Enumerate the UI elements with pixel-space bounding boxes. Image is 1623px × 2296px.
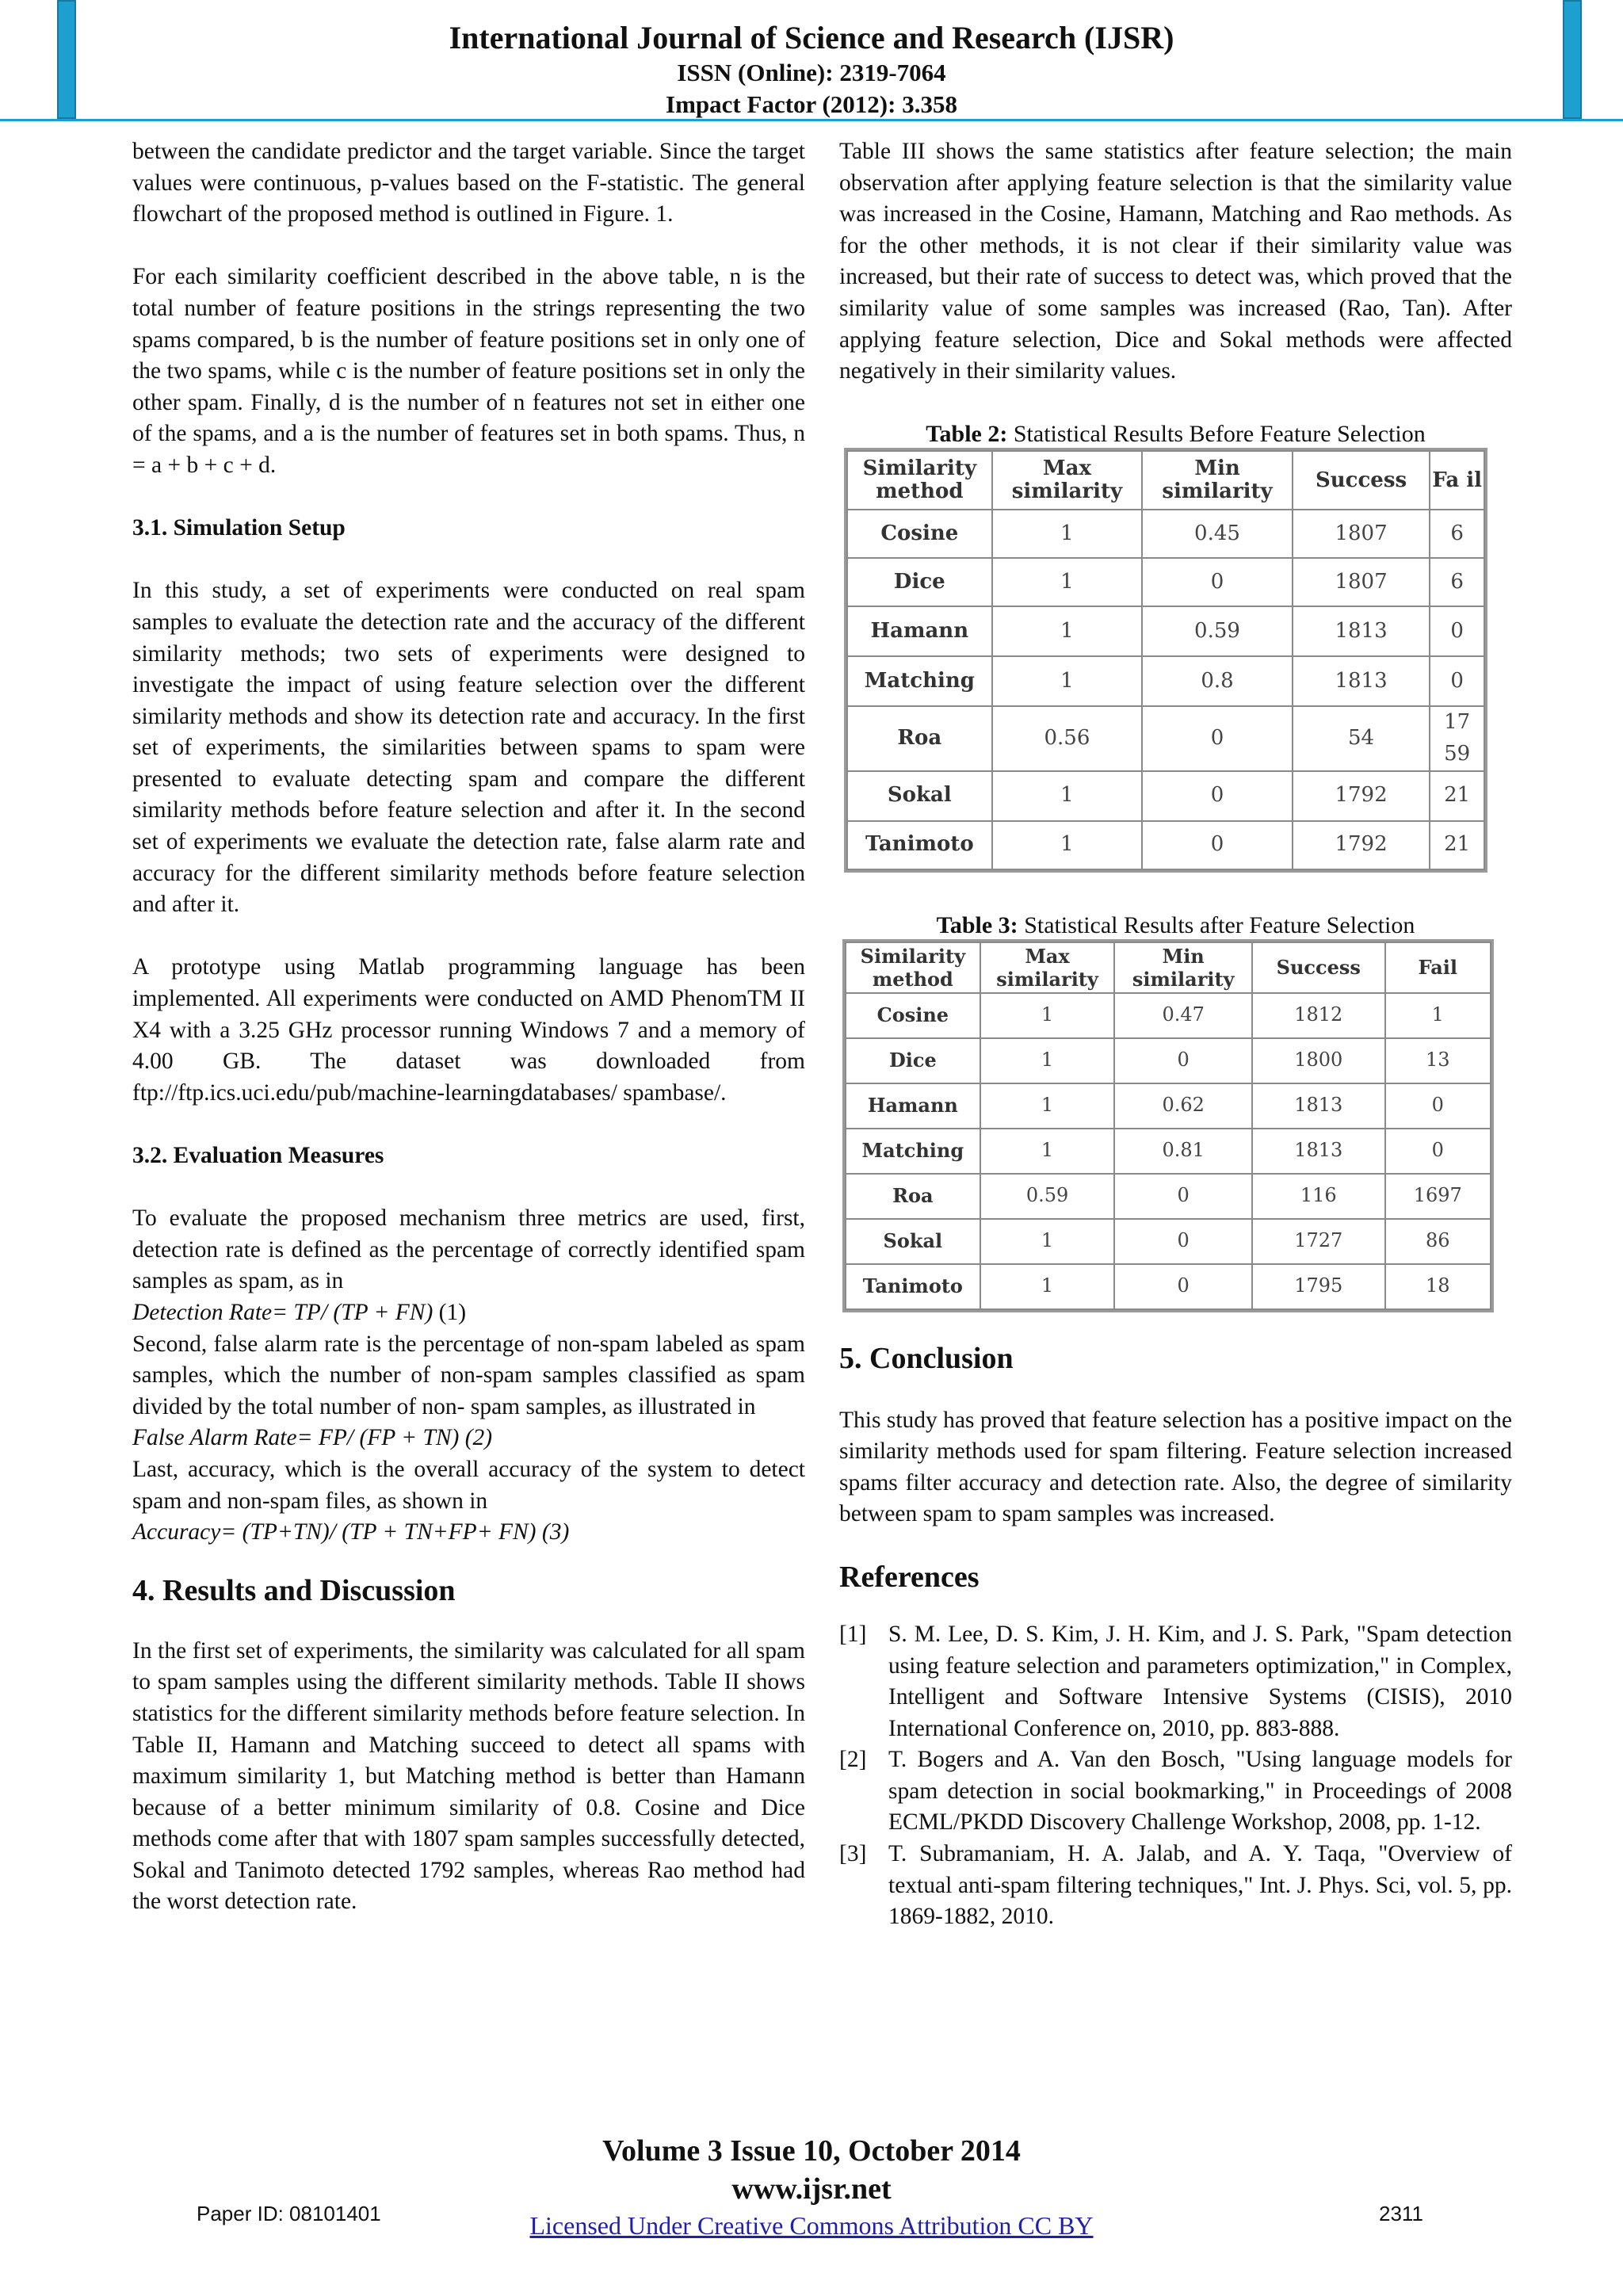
table-header: Success [1252,942,1385,993]
reference-text: S. M. Lee, D. S. Kim, J. H. Kim, and J. S. Park, "Spam detection using feature selection and parameters optimization," in Complex, Intelligent and Software Intensive Systems (CISIS), 2010 International Conference on, 2010, pp. 883-888. [888,1621,1512,1741]
page-number: 2311 [1379,2202,1423,2225]
paragraph: This study has proved that feature selection has a positive impact on the similarity methods used for spam filtering. Feature selection increased spams filter accuracy and detection rate. Also, the degree of similarity between spam to spam samples was increased. [839,1407,1512,1527]
table-2 [846,450,1485,869]
method-cell: Cosine [846,993,980,1038]
table-header: Min similarity [1114,942,1252,993]
value-cell: 1813 [1252,1129,1385,1174]
paragraph: To evaluate the proposed mechanism three metrics are used, first, detection rate is defined as the percentage of correctly identified spam samples as spam, as in [132,1205,805,1294]
paragraph: between the candidate predictor and the target variable. Since the target values were continuous, p-values based on the F-statistic. The general flowchart of the proposed method is outlined in Figure. 1. [132,139,805,227]
value-cell: 0 [1430,606,1484,656]
method-cell: Hamann [847,606,992,656]
value-cell: 0 [1385,1083,1491,1129]
table-row [846,1174,1491,1219]
paragraph: In this study, a set of experiments were conducted on real spam samples to evaluate the detection rate and the accuracy of the different similarity methods; two sets of experiments were designed to investigate the impact of using feature selection over the different similarity methods and show its detection rate and accuracy. In the first set of experiments, the similarities between spams to spam were presented to evaluate detecting spam and compare the different similarity methods before feature selection and after it. In the second set of experiments we evaluate the detection rate, false alarm rate and accuracy for the different similarity methods before feature selection and after it. [132,578,805,918]
method-cell: Matching [847,656,992,706]
method-cell: Cosine [847,510,992,558]
value-cell: 1813 [1252,1083,1385,1129]
reference-item [839,1619,1512,1744]
value-cell: 0.62 [1114,1083,1252,1129]
value-cell: 1807 [1293,510,1430,558]
value-cell: 1 [992,558,1143,606]
table-row [846,1083,1491,1129]
value-cell: 1 [980,993,1115,1038]
value-cell: 0.59 [1142,606,1293,656]
value-cell: 1 [992,821,1143,869]
table-3 [845,942,1491,1310]
section-heading-4: 4. Results and Discussion [132,1573,456,1607]
value-cell: 0 [1114,1219,1252,1264]
journal-title: International Journal of Science and Research (IJSR) [449,20,1174,55]
footer-website: www.ijsr.net [731,2172,892,2206]
table-row [846,1129,1491,1174]
value-cell: 0 [1142,771,1293,821]
paragraph: Last, accuracy, which is the overall accuracy of the system to detect spam and non-spam files, as shown in [132,1456,805,1514]
table-caption-text: Statistical Results after Feature Selection [1024,911,1415,938]
reference-text: T. Subramaniam, H. A. Jalab, and A. Y. Taqa, "Overview of textual anti-spam filtering techniques," Int. J. Phys. Sci, vol. 5, pp. 1869-1882, 2010. [888,1841,1512,1930]
value-cell: 1 [980,1264,1115,1309]
paragraph: For each similarity coefficient described in the above table, n is the total number of feature positions in the strings representing the two spams compared, b is the number of feature positions set in only one of the two spams, while c is the number of feature positions set in only the other spam. Finally, d is the number of n features not set in either one of the spams, and a is the number of features set in both spams. Thus, n = a + b + c + d. [132,264,805,478]
paragraph: Second, false alarm rate is the percentage of non-spam labeled as spam samples, which the number of non-spam samples classified as spam divided by the total number of non- spam samples, as illustrated in [132,1331,805,1419]
value-cell: 0.47 [1114,993,1252,1038]
table-row [846,1038,1491,1083]
value-cell: 116 [1252,1174,1385,1219]
value-cell: 21 [1430,821,1484,869]
value-cell: 1 [980,1129,1115,1174]
table-header: Similarity method [847,451,992,510]
table-2-caption [839,418,1512,450]
value-cell: 0 [1114,1264,1252,1309]
value-cell: 0.81 [1114,1129,1252,1174]
method-cell: Sokal [847,771,992,821]
method-cell: Tanimoto [846,1264,980,1309]
reference-text: T. Bogers and A. Van den Bosch, "Using language models for spam detection in social bookmarking," in Proceedings of 2008 ECML/PKDD Discovery Challenge Workshop, 2008, pp. 1-12. [888,1747,1512,1836]
reference-item [839,1839,1512,1933]
value-cell: 0 [1114,1174,1252,1219]
value-cell: 1792 [1293,771,1430,821]
method-cell: Dice [847,558,992,606]
value-cell: 0 [1142,706,1293,770]
formula-text: Detection Rate= TP/ (TP + FN) [132,1299,433,1325]
value-cell: 54 [1293,706,1430,770]
value-cell: 0.59 [980,1174,1115,1219]
table-row [847,558,1484,606]
license-link[interactable]: Licensed Under Creative Commons Attribution CC BY [529,2211,1094,2240]
reference-item [839,1744,1512,1839]
value-cell: 1800 [1252,1038,1385,1083]
table-header: Max similarity [980,942,1115,993]
method-cell: Roa [846,1174,980,1219]
references-heading: References [839,1560,980,1594]
value-cell: 1795 [1252,1264,1385,1309]
value-cell: 1813 [1293,656,1430,706]
reference-number: [1] [839,1621,867,1647]
right-column [839,136,1512,1933]
table-label: Table 3: [936,911,1018,938]
table-header: Similarity method [846,942,980,993]
method-cell: Sokal [846,1219,980,1264]
value-cell: 21 [1430,771,1484,821]
value-cell: 17 59 [1430,706,1484,770]
value-cell: 1 [992,771,1143,821]
value-cell: 1 [992,510,1143,558]
formula-detection-rate [132,1297,805,1329]
method-cell: Tanimoto [847,821,992,869]
value-cell: 1697 [1385,1174,1491,1219]
value-cell: 0.8 [1142,656,1293,706]
value-cell: 1 [980,1083,1115,1129]
table-header: Success [1293,451,1430,510]
journal-impact-factor: Impact Factor (2012): 3.358 [666,90,957,118]
table-header: Max similarity [992,451,1143,510]
value-cell: 1 [980,1219,1115,1264]
value-cell: 0 [1142,821,1293,869]
table-row [847,821,1484,869]
value-cell: 1 [980,1038,1115,1083]
table-row [847,606,1484,656]
table-row [846,993,1491,1038]
paragraph: Table III shows the same statistics after feature selection; the main observation after applying feature selection is that the similarity value was increased in the Cosine, Hamann, Matching and Rao methods. As for the other methods, it is not clear if their similarity value was increased, but their rate of success to detect was, which proved that the similarity value of some samples was increased (Rao, Tan). After applying feature selection, Dice and Sokal methods were affected negatively in their similarity values. [839,139,1512,384]
formula-accuracy: Accuracy= (TP+TN)/ (TP + TN+FP+ FN) (3) [132,1519,570,1545]
paragraph: In the first set of experiments, the similarity was calculated for all spam to spam samples using the different similarity methods. Table II shows statistics for the different similarity methods before feature selection. In Table II, Hamann and Matching succeed to detect all spams with maximum similarity 1, but Matching method is better than Hamann because of a better minimum similarity of 0.8. Cosine and Dice methods come after that with 1807 spam samples successfully detected, Sokal and Tanimoto detected 1792 samples, whereas Rao method had the worst detection rate. [132,1637,805,1915]
value-cell: 0.56 [992,706,1143,770]
subsection-heading-3-1: 3.1. Simulation Setup [132,515,346,541]
table-row [847,706,1484,770]
value-cell: 0.45 [1142,510,1293,558]
value-cell: 0 [1114,1038,1252,1083]
value-cell: 1792 [1293,821,1430,869]
table-caption-text: Statistical Results Before Feature Selection [1013,421,1426,448]
subsection-heading-3-2: 3.2. Evaluation Measures [132,1143,384,1168]
footer-volume: Volume 3 Issue 10, October 2014 [602,2134,1021,2168]
value-cell: 18 [1385,1264,1491,1309]
formula-false-alarm-rate: False Alarm Rate= FP/ (FP + TN) (2) [132,1425,493,1451]
table-3-caption [839,910,1512,942]
value-cell: 6 [1430,510,1484,558]
section-heading-5: 5. Conclusion [839,1341,1014,1375]
reference-number: [3] [839,1841,867,1867]
value-cell: 1812 [1252,993,1385,1038]
references-list [839,1619,1512,1933]
table-row [846,1264,1491,1309]
table-header: Fail [1385,942,1491,993]
table-header: Fa il [1430,451,1484,510]
method-cell: Dice [846,1038,980,1083]
table-row [847,656,1484,706]
table-label: Table 2: [926,421,1008,448]
value-cell: 1 [992,656,1143,706]
value-cell: 13 [1385,1038,1491,1083]
table-row [847,510,1484,558]
table-header: Min similarity [1142,451,1293,510]
value-cell: 1807 [1293,558,1430,606]
paragraph: A prototype using Matlab programming language has been implemented. All experiments were conducted on AMD PhenomTM II X4 with a 3.25 GHz processor running Windows 7 and a memory of 4.00 GB. The dataset was downloaded from ftp://ftp.ics.uci.edu/pub/machine-learningdatabases/ spambase/. [132,954,805,1106]
header-divider [0,119,1623,121]
reference-number: [2] [839,1747,867,1773]
value-cell: 1 [992,606,1143,656]
table-row [846,1219,1491,1264]
table-row [847,771,1484,821]
value-cell: 86 [1385,1219,1491,1264]
value-cell: 6 [1430,558,1484,606]
method-cell: Roa [847,706,992,770]
value-cell: 1727 [1252,1219,1385,1264]
value-cell: 0 [1430,656,1484,706]
left-column [132,136,805,1918]
value-cell: 0 [1385,1129,1491,1174]
method-cell: Matching [846,1129,980,1174]
value-cell: 0 [1142,558,1293,606]
formula-number: (1) [438,1299,467,1325]
journal-issn: ISSN (Online): 2319-7064 [677,59,946,86]
paper-id: Paper ID: 08101401 [197,2202,381,2225]
value-cell: 1 [1385,993,1491,1038]
value-cell: 1813 [1293,606,1430,656]
method-cell: Hamann [846,1083,980,1129]
